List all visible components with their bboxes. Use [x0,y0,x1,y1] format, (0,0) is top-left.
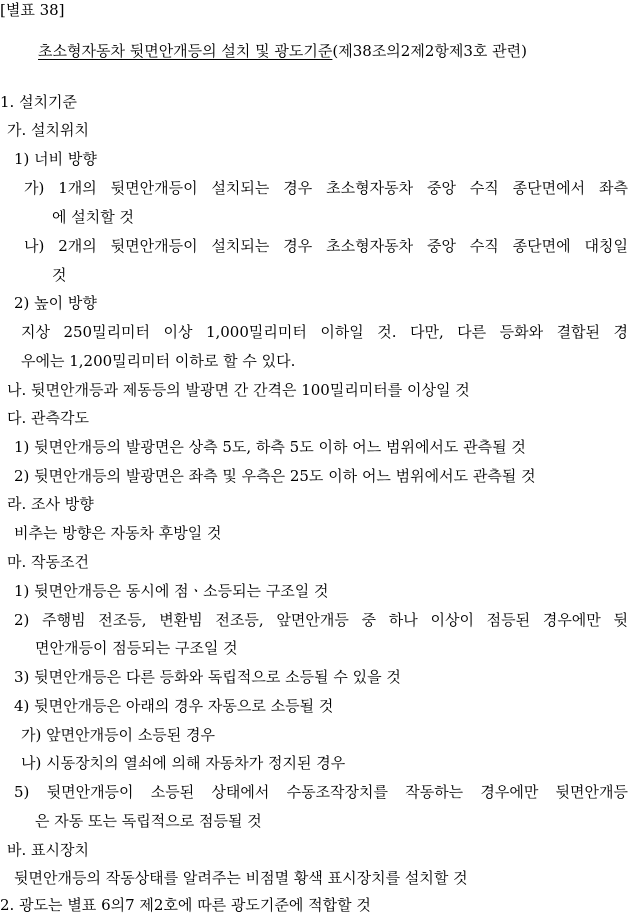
title-reference: (제38조의2제2항제3호 관련) [332,42,527,60]
document-title [38,41,527,61]
subitem-1-heading: 1) 너비 방향 [14,150,97,168]
section-1-heading: 1. 설치기준 [0,93,78,111]
operation-1: 1) 뒷면안개등은 동시에 점ㆍ소등되는 구조일 것 [14,582,329,600]
appendix-tag: [별표 38] [0,1,65,19]
subitem-2-heading: 2) 높이 방향 [14,294,97,312]
operation-5-line-1: 5) 뒷면안개등이 소등된 상태에서 수동조작장치를 작동하는 경우에만 뒷면안개등 [14,783,628,801]
operation-2-line-2: 면안개등이 점등되는 구조일 것 [35,639,238,657]
item-ba-heading: 바. 표시장치 [7,841,89,859]
height-rule-line-2: 우에는 1,200밀리미터 이하로 할 수 있다. [21,352,296,370]
operation-4: 4) 뒷면안개등은 아래의 경우 자동으로 소등될 것 [14,697,334,715]
viewing-angle-2: 2) 뒷면안개등의 발광면은 좌측 및 우측은 25도 이하 어느 범위에서도 관측될 것 [14,467,536,485]
indicator-rule: 뒷면안개등의 작동상태를 알려주는 비점멸 황색 표시장치를 설치할 것 [14,869,468,887]
clause-ga-line-2: 에 설치할 것 [52,208,134,226]
item-ma-heading: 마. 작동조건 [7,553,89,571]
clause-na-line-1: 나) 2개의 뒷면안개등이 설치되는 경우 초소형자동차 중앙 수직 종단면에 대칭일 [24,237,628,255]
illumination-direction: 비추는 방향은 자동차 후방일 것 [14,524,222,542]
operation-4-na: 나) 시동장치의 열쇠에 의해 자동차가 정지된 경우 [21,754,346,772]
operation-2-line-1: 2) 주행빔 전조등, 변환빔 전조등, 앞면안개등 중 하나 이상이 점등된 경우에만 뒷 [14,611,628,629]
operation-4-ga: 가) 앞면안개등이 소등된 경우 [21,726,216,744]
operation-3: 3) 뒷면안개등은 다른 등화와 독립적으로 소등될 수 있을 것 [14,668,401,686]
clause-ga-line-1: 가) 1개의 뒷면안개등이 설치되는 경우 초소형자동차 중앙 수직 종단면에서 좌측 [24,179,628,197]
operation-5-line-2: 은 자동 또는 독립적으로 점등될 것 [35,812,262,830]
height-rule-line-1: 지상 250밀리미터 이상 1,000밀리미터 이하일 것. 다만, 다른 등화와 결합된 경 [21,323,628,341]
item-ra-heading: 라. 조사 방향 [7,495,94,513]
item-ga-heading: 가. 설치위치 [7,121,89,139]
viewing-angle-1: 1) 뒷면안개등의 발광면은 상측 5도, 하측 5도 이하 어느 범위에서도 관측될 것 [14,438,526,456]
item-na: 나. 뒷면안개등과 제동등의 발광면 간 간격은 100밀리미터를 이상일 것 [7,381,470,399]
section-2: 2. 광도는 별표 6의7 제2호에 따른 광도기준에 적합할 것 [0,896,371,914]
item-da-heading: 다. 관측각도 [7,409,89,427]
title-main: 초소형자동차 뒷면안개등의 설치 및 광도기준 [38,42,333,60]
clause-na-line-2: 것 [52,266,67,284]
